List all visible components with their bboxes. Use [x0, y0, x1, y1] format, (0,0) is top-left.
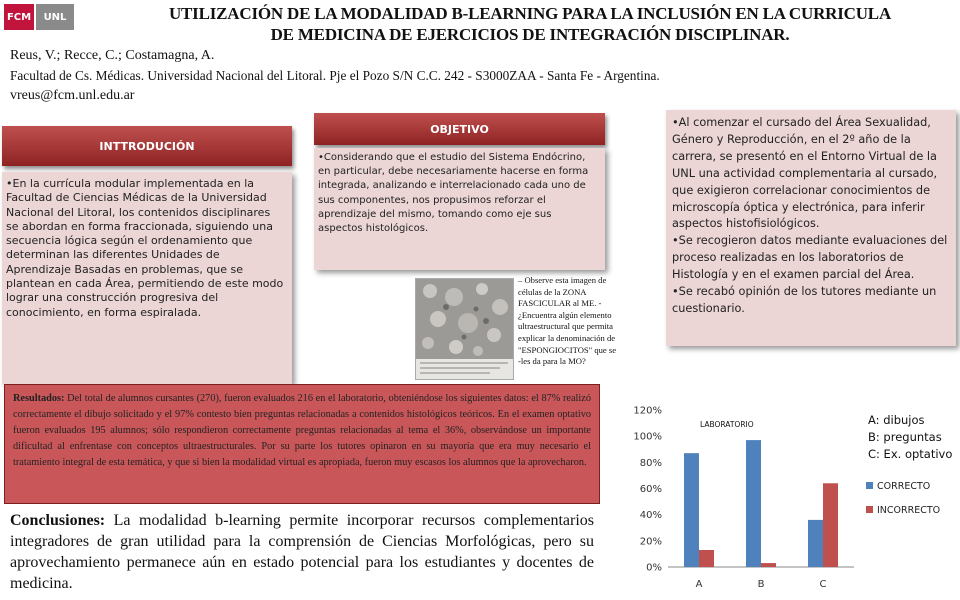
- metodo-paragraph-3: •Se recabó opinión de los tutores mediante un cuestionario.: [672, 285, 937, 315]
- metodo-paragraph-1: •Al comenzar el cursado del Área Sexualidad, Género y Reproducción, en el 2º año de la carrera, se presentó en el Entorno Virtual de la UNL una actividad complementaria al cursado, que exigieron correlacionar conocimientos de microscopía óptica y electrónica, para inferir aspectos histofisiológicos.: [672, 116, 938, 231]
- micrograph-image: [415, 278, 514, 380]
- chart-note: C: Ex. optativo: [868, 447, 953, 461]
- title-line-1: UTILIZACIÓN DE LA MODALIDAD B-LEARNING PARA LA INCLUSIÓN EN LA CURRICULA: [168, 4, 892, 23]
- bar-incorrecto-a: [699, 550, 714, 567]
- affiliation: Facultad de Cs. Médicas. Universidad Nacional del Litoral. Pje el Pozo S/N C.C. 242 - S3000ZAA - Santa Fe - Argentina.: [10, 68, 660, 83]
- bar-correcto-b: [746, 440, 761, 567]
- y-tick-label: 20%: [639, 536, 662, 548]
- objetivo-heading: OBJETIVO: [314, 113, 605, 145]
- y-tick-label: 40%: [639, 510, 662, 522]
- objetivo-text: •Considerando que el estudio del Sistema Endócrino, en particular, debe necesariamente hacerse en forma integrada, analizando e interrelacionado cada uno de sus componentes, nos propusimos reforzar el aprendizaje del mismo, tomando como eje sus aspectos histológicos.: [318, 152, 589, 235]
- intro-box: [2, 172, 292, 384]
- poster-title: [110, 3, 950, 45]
- legend-label-incorrecto: INCORRECTO: [877, 505, 941, 516]
- resultados-text: Del total de alumnos cursantes (270), fueron evaluados 216 en el laboratorio, obteniéndose los siguientes datos: el 87% realizó correctamente el dibujo solicitado y el 97% contesto bien preguntas relacionadas a contenidos histológicos teóricos. En el examen optativo fueron evaluados 195 alumnos; sólo respondieron correctamente preguntas relacionadas al tema el 36%, observándose un importante dificultad al enfrentase con conceptos ultraestructurales. Por su parte los tutores opinaron en su mayoría que era muy necesario el tratamiento integral de esta temática, y que si bien la modalidad virtual es apropiada, fueron muy escasos los alumnos que la aprovecharon.: [13, 393, 591, 468]
- resultados-label: Resultados:: [13, 393, 65, 404]
- metodo-paragraph-2: •Se recogieron datos mediante evaluaciones del proceso realizadas en los laboratorios de Histología y en el examen parcial del Área.: [672, 234, 948, 282]
- y-tick-label: 80%: [639, 457, 662, 469]
- metodo-box: [666, 110, 956, 346]
- chart-note: A: dibujos: [868, 413, 925, 427]
- x-tick-label: A: [695, 579, 703, 590]
- fcm-logo: FCM: [4, 4, 34, 30]
- bar-incorrecto-c: [823, 483, 838, 567]
- bar-correcto-a: [684, 453, 699, 567]
- authors: Reus, V.; Recce, C.; Costamagna, A.: [10, 48, 215, 63]
- y-tick-label: 60%: [639, 484, 662, 495]
- objetivo-box: [314, 148, 605, 270]
- bar-correcto-c: [808, 520, 823, 567]
- conclusiones-label: Conclusiones:: [10, 512, 106, 529]
- y-tick-label: 100%: [633, 431, 662, 443]
- y-tick-label: 120%: [633, 405, 662, 417]
- chart-title: LABORATORIO: [700, 420, 754, 429]
- legend-swatch-incorrecto: [866, 506, 873, 513]
- conclusiones: [10, 510, 594, 594]
- laboratorio-chart: [620, 398, 956, 592]
- x-tick-label: C: [819, 579, 827, 590]
- legend-label-correcto: CORRECTO: [877, 481, 931, 492]
- legend-swatch-correcto: [866, 482, 873, 489]
- micrograph-illustration: [416, 279, 513, 379]
- title-line-2: DE MEDICINA DE EJERCICIOS DE INTEGRACIÓN DISCIPLINAR.: [270, 25, 790, 44]
- resultados-box: [4, 384, 600, 504]
- micrograph-caption: – Observe esta imagen de células de la ZONA FASCICULAR al ME. -¿Encuentra algún elemento ultraestructural que permita explicar la denominación de "ESPONGIOCITOS" que se -les da para la MO?: [518, 275, 617, 367]
- x-tick-label: B: [757, 579, 765, 590]
- bar-incorrecto-b: [761, 563, 776, 567]
- conclusiones-text: La modalidad b-learning permite incorporar recursos complementarios integradores de gran utilidad para la comprensión de Ciencias Morfológicas, pero su aprovechamiento permanece aún en estado potencial para los estudiantes y docentes de medicina.: [10, 512, 594, 592]
- email: vreus@fcm.unl.edu.ar: [10, 88, 135, 103]
- unl-logo: UNL: [36, 4, 74, 30]
- intro-text: •En la currícula modular implementada en la Facultad de Ciencias Médicas de la Universidad Nacional del Litoral, los contenidos disciplinares se abordan en forma fraccionada, siguiendo una secuencia lógica según el ordenamiento que determinan las diferentes Unidades de Aprendizaje Basadas en problemas, que se plantean en cada Área, permitiendo de este modo lograr una construcción progresiva del conocimiento, en forma espiralada.: [6, 177, 284, 319]
- chart-note: B: preguntas: [868, 430, 942, 444]
- y-tick-label: 0%: [646, 562, 662, 574]
- intro-heading: INTTRODUCIÓN: [2, 126, 292, 166]
